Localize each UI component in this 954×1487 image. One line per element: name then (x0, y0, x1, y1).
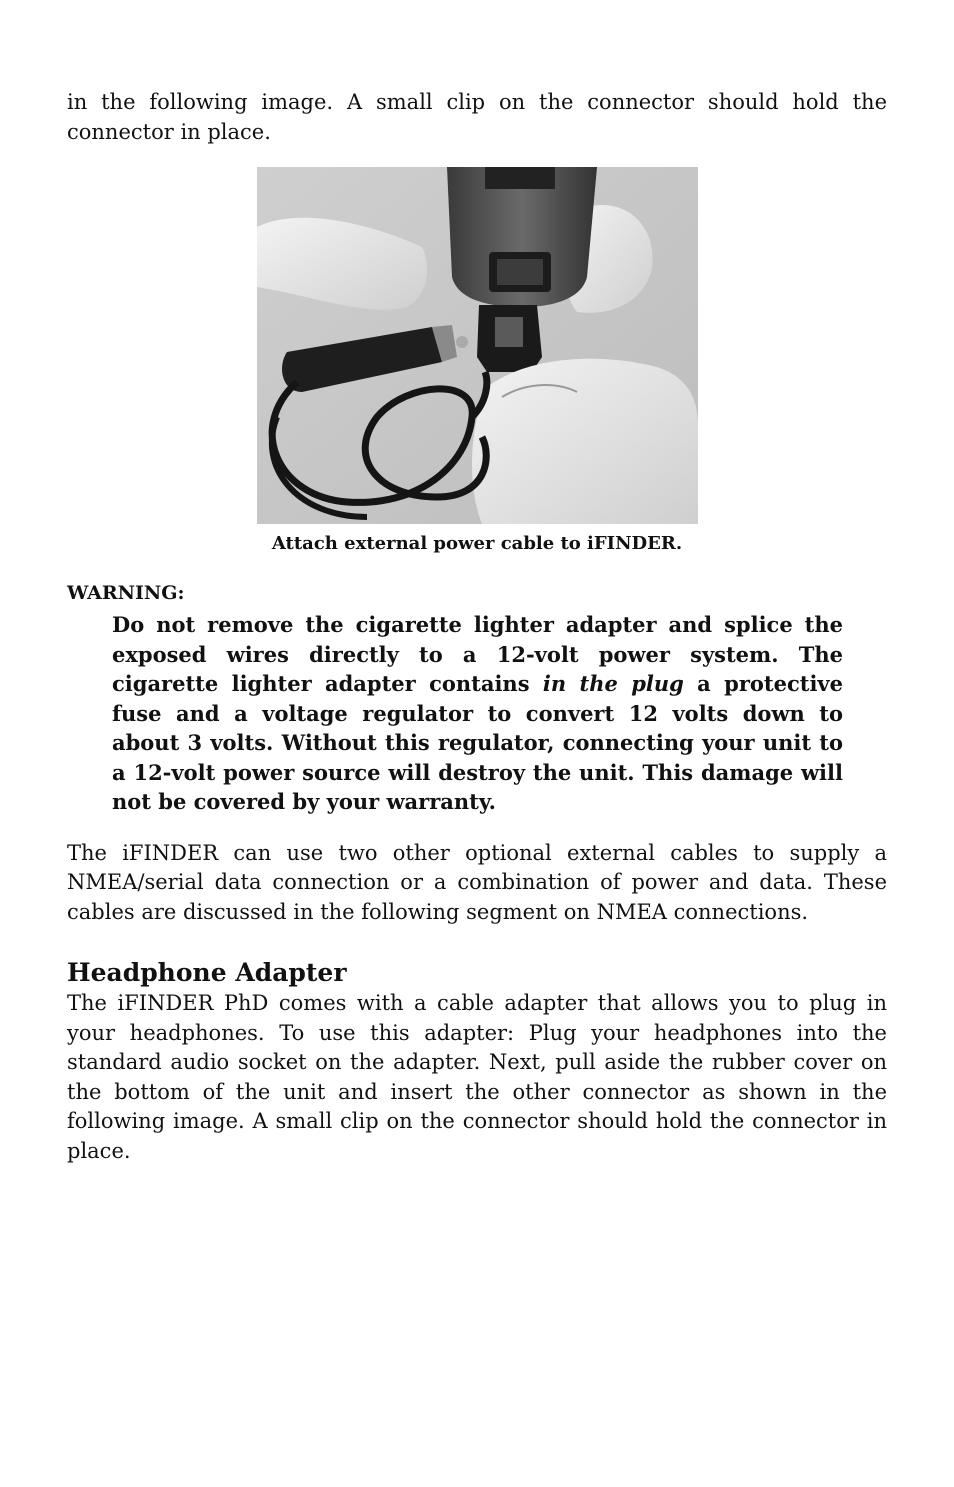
intro-paragraph: in the following image. A small clip on the connector should hold the connector in place. (67, 90, 887, 144)
figure-power-cable (67, 167, 887, 556)
warning-label: WARNING: (67, 582, 185, 604)
warning-emphasis: in the plug (542, 671, 684, 696)
warning-text (112, 610, 843, 817)
warning-text-after: a protective fuse and a voltage regulator to convert 12 volts down to about 3 volts. Without this regulator, connecting your unit to a 12-volt power source will destroy the unit. This damage will not be covered by your warranty. (112, 671, 843, 814)
manual-page (67, 88, 887, 1166)
warning-text-before: Do not remove the cigarette lighter adapter and splice the exposed wires directly to a 12-volt power system. The cigarette lighter adapter contains (112, 612, 843, 696)
power-cable-photo (257, 167, 698, 524)
cables-paragraph: The iFINDER can use two other optional external cables to supply a NMEA/serial data connection or a combination of power and data. These cables are discussed in the following segment on NMEA connections. (67, 840, 887, 924)
figure-caption: Attach external power cable to iFINDER. (271, 533, 683, 554)
headphone-paragraph: The iFINDER PhD comes with a cable adapter that allows you to plug in your headphones. To use this adapter: Plug your headphones into the standard audio socket on the adapter. Next, pull aside the rubber cover on the bottom of the unit and insert the other connector as shown in the following image. A small clip on the connector should hold the connector in place. (67, 991, 887, 1163)
section-heading-headphone-adapter: Headphone Adapter (67, 958, 347, 987)
